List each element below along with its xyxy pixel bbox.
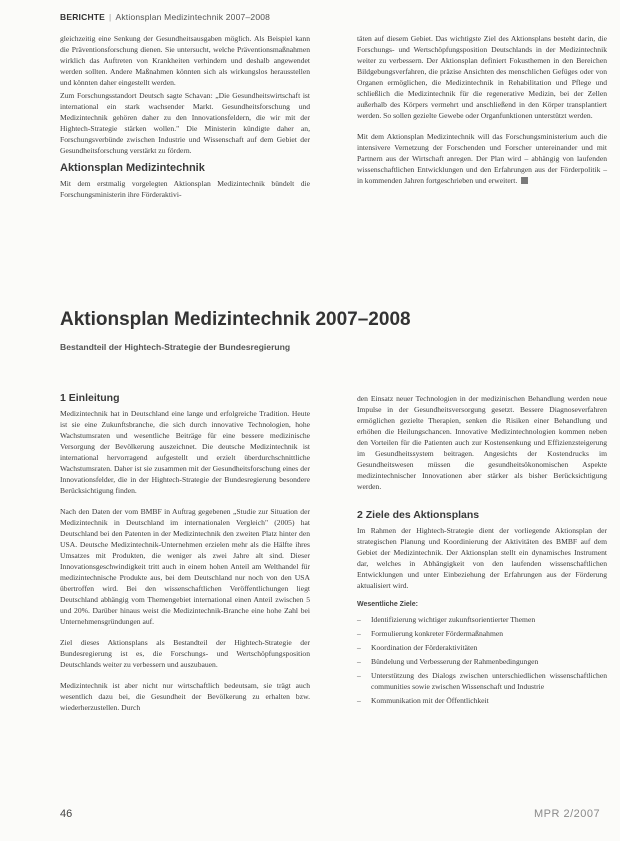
end-of-article-marker <box>521 177 528 184</box>
paragraph: gleichzeitig eine Senkung der Gesundheitsausgaben möglich. Als Beispiel kann die Präventionsforschung dienen. Sie untersucht, welche Präventionsmaßnahmen wirklich das Auftreten von Krankheiten verhindern und deshalb angewendet werden sollten. Andere Maßnahmen könnten sich als wirkungslos herausstellen und könnten daher eingestellt werden. <box>60 34 310 87</box>
paragraph: Medizintechnik hat in Deutschland eine lange und erfolgreiche Tradition. Heute ist sie eine Zukunftsbranche, die sich durch innovative Technologien, hohe Wachstumsraten und wesentliche Beiträge für eine bessere medizinische Versorgung der Bevölkerung auszeichnet. Die deutsche Medizintechnik ist international hervorragend aufgestellt und erzielt überdurchschnittliche Wachstumsraten. Daher ist sie zusammen mit der Gesundheitsforschung eines der Innovationsfelder, die in der Hightech-Strategie der Bundesregierung besondere Berücksichtigung finden. <box>60 409 310 495</box>
paragraph: Nach den Daten der vom BMBF in Auftrag gegebenen „Studie zur Situation der Medizintechnik in Deutschland im internationalen Vergleich" (2005) hat Deutschland bei den Patenten in der Medizintechnik den zweiten Platz hinter den USA. Deutsche Medizintechnik-Unternehmen erzielen mehr als die Hälfte ihres Umsatzes mit Produkten, die weniger als zwei Jahre alt sind. Dieser Innovationsgeschwindigkeit tritt auch in einem hohen Anteil am Welthandel für medizintechnische Produkte aus, bei dem Deutschland nur noch von den USA übertroffen wird. Bei den wissenschaftlichen Veröffentlichungen liegt Deutschland abhängig vom Themengebiet international einen Anteil zwischen 5 und 20%. Darüber hinaus weist die Medizintechnik-Branche eine hohe Zahl bei Unternehmensgründungen auf. <box>60 507 310 626</box>
list-item: – Bündelung und Verbesserung der Rahmenbedingungen <box>357 657 539 666</box>
goals-heading: Wesentliche Ziele: <box>357 601 418 608</box>
header-title: Aktionsplan Medizintechnik 2007–2008 <box>115 12 271 22</box>
top-left-column <box>60 33 310 202</box>
article-title: Aktionsplan Medizintechnik 2007–2008 <box>60 309 411 330</box>
paragraph: den Einsatz neuer Technologien in der medizinischen Behandlung werden neue Impulse in der Gesundheitsversorgung gesetzt. Bessere Diagnoseverfahren ermöglichen gezielte Therapien, senken die Risiken einer Behandlung und erhöhen die Heilungschancen. Innovative Medizintechnologien kommen neben den Vorteilen für die Patienten auch zur Kostensenkung und Effizienzsteigerung im Gesundheitssystem beitragen. Angesichts der Kostendrucks im Gesundheitswesen müssen die gesundheitsökonomischen Aspekte medizintechnischer Innovationen aber stärker als bisher Berücksichtigung werden. <box>357 394 607 491</box>
section-heading-einleitung: 1 Einleitung <box>60 392 120 404</box>
paragraph: Ziel dieses Aktionsplans als Bestandteil der Hightech-Strategie der Bundesregierung ist es, die Forschungs- und Wertschöpfungsposition Deutschlands weiter zu verbessern und auszubauen. <box>60 638 310 669</box>
list-item: – Koordination der Förderaktivitäten <box>357 643 478 652</box>
section-heading-ziele: 2 Ziele des Aktionsplans <box>357 509 480 521</box>
paragraph-text: Mit dem Aktionsplan Medizintechnik will das Forschungsministerium auch die intensivere Vernetzung der Forschenden und Forscher untereinander und mit Partnern aus der Wirtschaft anregen. Der Plan wird – abhängig von laufenden wissenschaftlichen Entwicklungen und den Erfahrungen aus der Förderpolitik – in kommenden Jahren fortgeschrieben und erweitert. <box>357 132 607 185</box>
paragraph: Im Rahmen der Hightech-Strategie dient der vorliegende Aktionsplan der strategischen Planung und Koordinierung der Aktivitäten des BMBF auf dem Gebiet der Medizintechnik. Der Aktionsplan stellt ein dynamisches Instrument dar, welches in Abhängigkeit von den laufenden wissenschaftlichen Entwicklungen und unter Einbeziehung der Erfahrungen aus der Förderung aktualisiert wird. <box>357 526 607 590</box>
top-right-column <box>357 33 607 188</box>
journal-issue: MPR 2/2007 <box>534 808 601 820</box>
header-separator: | <box>109 12 112 22</box>
bottom-left-column <box>60 393 310 715</box>
list-item: – Kommunikation mit der Öffentlichkeit <box>357 696 489 705</box>
page-number: 46 <box>60 808 73 820</box>
list-item: – Formulierung konkreter Fördermaßnahmen <box>357 629 504 638</box>
subheading-aktionsplan: Aktionsplan Medizintechnik <box>60 162 205 174</box>
paragraph: Medizintechnik ist aber nicht nur wirtschaftlich bedeutsam, sie trägt auch wesentlich dazu bei, die Gesundheit der Bevölkerung zu erhalten bzw. wiederherzustellen. Durch <box>60 681 310 712</box>
bottom-right-column <box>357 393 607 709</box>
article-subtitle: Bestandteil der Hightech-Strategie der Bundesregierung <box>60 342 291 352</box>
header-section: BERICHTE <box>60 12 106 22</box>
paragraph: Zum Forschungsstandort Deutsch sagte Schavan: „Die Gesundheitswirtschaft ist international ein stark wachsender Markt. Gesundheitsforschung und Medizintechnik gehören daher zu den Innovationsfeldern, die wir mit der Hightech-Strategie stärken wollen." Die Ministerin kündigte daher an, Forschungsverbünde zwischen Industrie und Wissenschaft auf dem Gebiet der Gesundheitsforschung verstärkt zu fördern. <box>60 91 310 155</box>
list-item: – Identifizierung wichtiger zukunftsorientierter Themen <box>357 615 536 624</box>
running-header <box>60 12 270 22</box>
paragraph: täten auf diesem Gebiet. Das wichtigste Ziel des Aktionsplans besteht darin, die Forschungs- und Wertschöpfungsposition Deutschlands in der Medizintechnik weiter zu verbessern. Der Aktionsplan definiert Fokusthemen in den Bereichen Bildgebungsverfahren, die präzise Ansichten des menschlichen Gefüges oder von Organen ermöglichen, die Medizintechnik in Rehabilitation und Pflege und schließlich die Medizintechnik für die regenerative Medizin, bei der Zellen außerhalb des Körpers vermehrt und anschließend in den Körper transplantiert werden. So sollen gezielte Gewebe oder Organfunktionen unterstützt werden. <box>357 34 607 120</box>
goals-list <box>357 614 607 706</box>
paragraph <box>357 131 607 186</box>
paragraph: Mit dem erstmalig vorgelegten Aktionsplan Medizintechnik bündelt die Forschungsministerin ihre Förderaktivi- <box>60 179 310 199</box>
list-item: – Unterstützung des Dialogs zwischen unterschiedlichen wissenschaftlichen communities sowie zwischen Wissenschaft und Industrie <box>357 671 607 691</box>
